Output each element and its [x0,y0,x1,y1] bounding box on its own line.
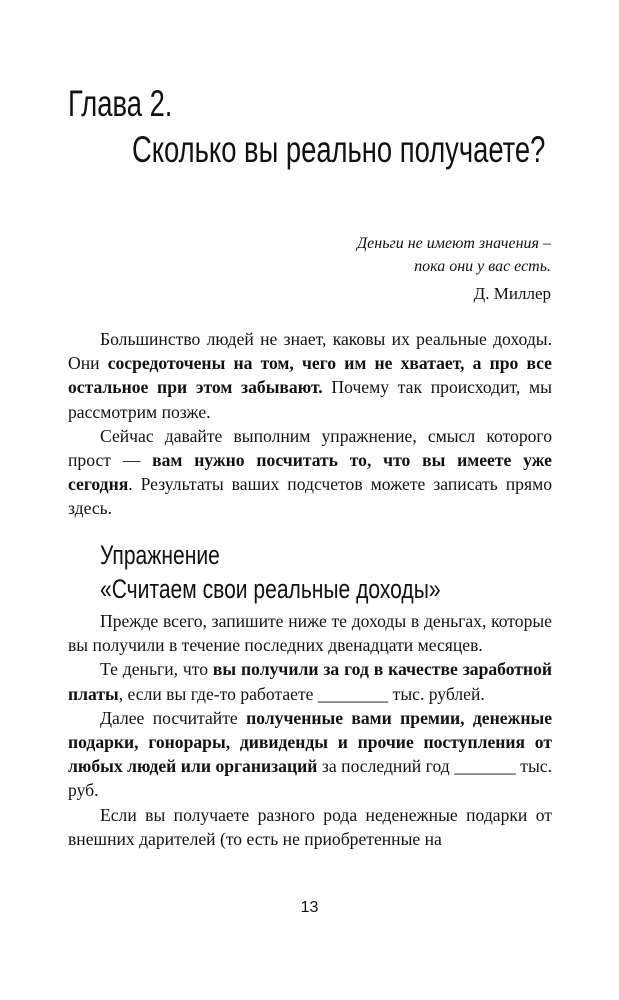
exercise-p2-text: Те деньги, что [100,659,213,680]
intro-p2-bold: вам нужно посчитать то, что вы имеете уже сегодня [68,450,552,495]
exercise-paragraph-4: Если вы получаете разного рода неденежные подарки от внешних дарителей (то есть не приобретенные на [68,804,552,849]
intro-p2-text: Сейчас давайте выполним упражнение, смысл которого прост — [68,425,552,471]
page-number: 13 [300,899,319,916]
exercise-p3-text: Далее посчитайте [100,707,247,728]
exercise-p2-bold: вы получили за год в качестве заработной платы [68,659,553,704]
exercise-heading [100,538,537,606]
intro-paragraph-1 [68,327,552,424]
intro-text [68,327,552,521]
exercise-p3-bold: полученные вами премии, денежные подарки, гонорары, дивиденды и прочие поступления от любых людей или организаций [68,707,552,777]
exercise-heading-line-2: «Считаем свои реальные доходы» [100,574,441,604]
epigraph [357,232,551,305]
intro-p2-text-end: . Результаты ваших подсчетов можете записать прямо здесь. [68,474,552,519]
epigraph-author: Д. Миллер [473,284,551,303]
epigraph-line-2: пока они у вас есть. [414,258,551,275]
intro-p1-text-end: Почему так происходит, мы рассмотрим позже. [68,377,552,422]
intro-p1-bold: сосредоточены на том, чего им не хватает, а про все остальное при этом забывают. [68,353,552,398]
chapter-number: Глава 2. [68,83,173,124]
intro-p1-text: Большинство людей не знает, каковы их реальные доходы. Они [68,329,552,374]
intro-paragraph-2 [68,424,552,521]
chapter-title: Сколько вы реально получаете? [132,129,546,170]
exercise-paragraph-1: Прежде всего, запишите ниже те доходы в деньгах, которые вы получили в течение последних двенадцати месяцев. [68,611,552,656]
exercise-heading-line-1: Упражнение [100,540,220,570]
exercise-p2-text-end: , если вы где-то работаете ________ тыс. рублей. [118,683,485,704]
exercise-text [68,609,552,851]
exercise-paragraph-2 [68,657,552,705]
exercise-paragraph-3 [68,706,552,803]
epigraph-line-1: Деньги не имеют значения – [356,235,551,252]
exercise-p3-text-end: за последний год _______ тыс. руб. [68,756,552,801]
